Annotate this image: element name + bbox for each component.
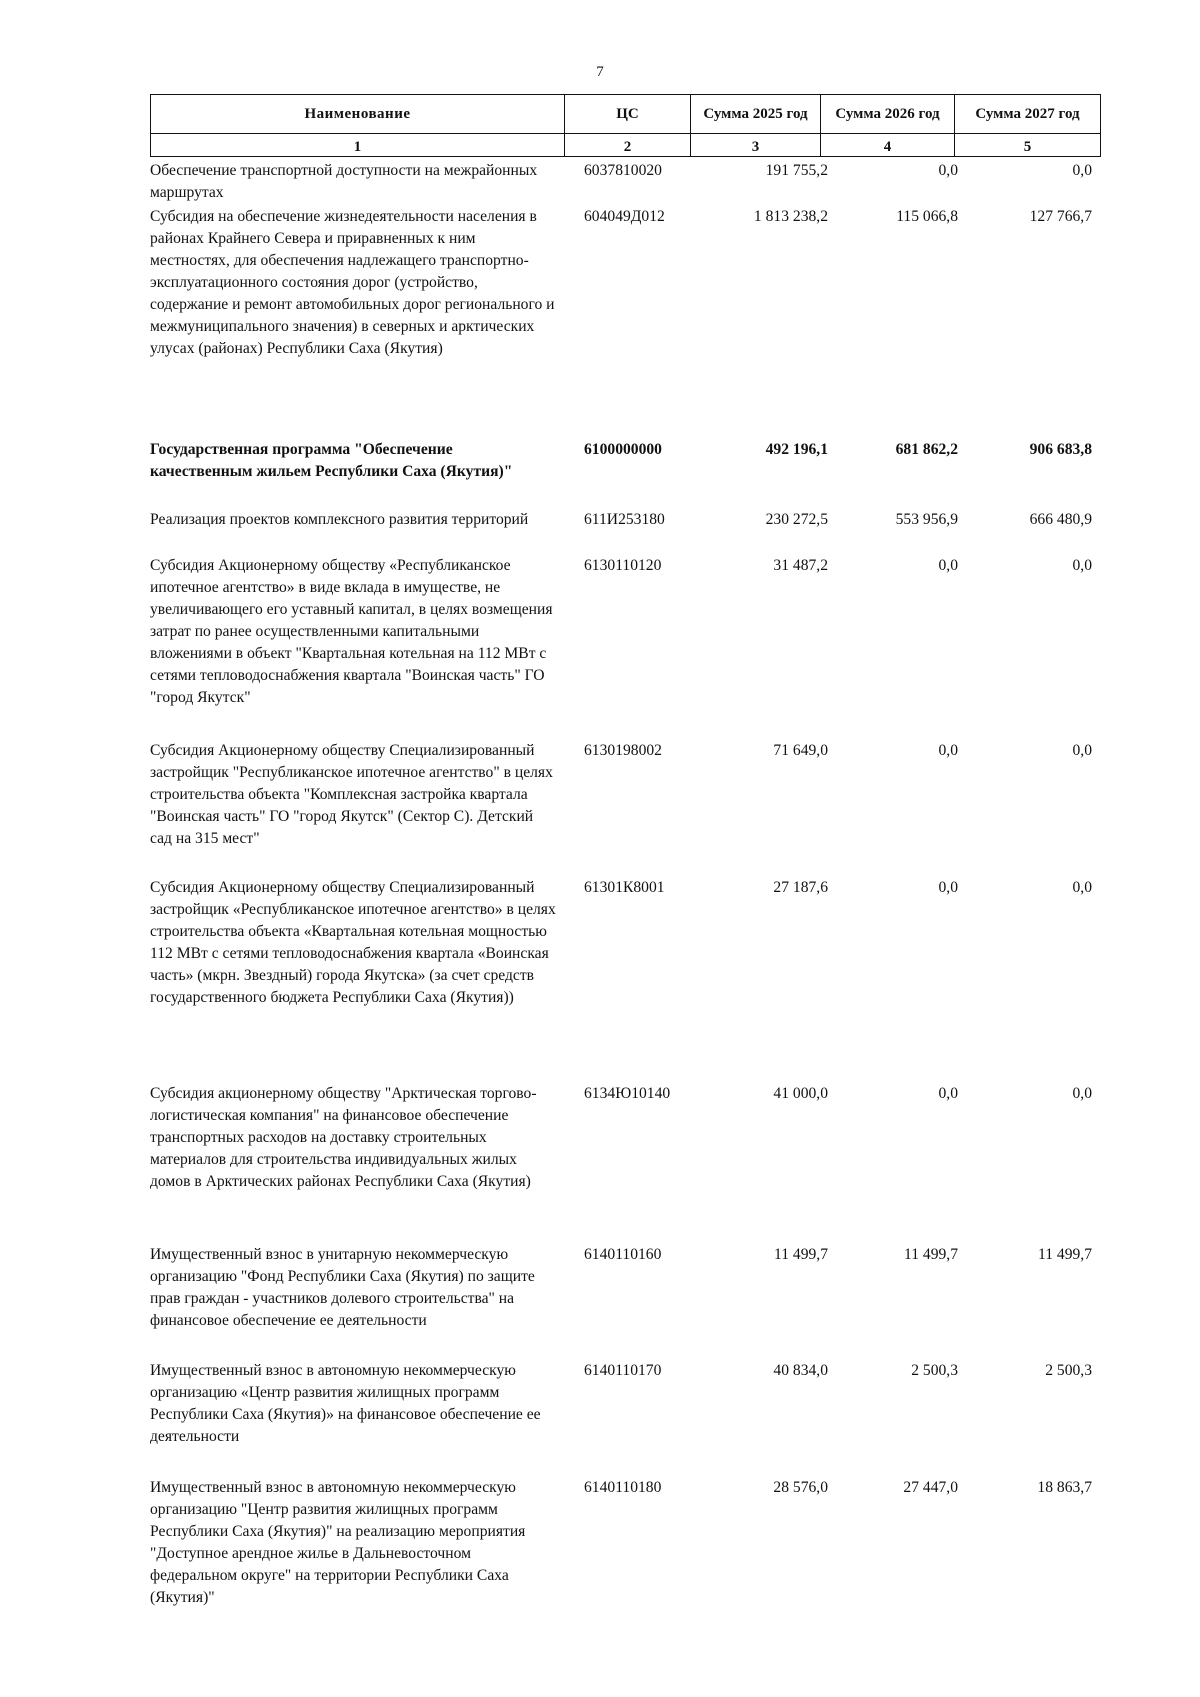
row-value-2027: 18 863,7: [1037, 1479, 1092, 1496]
row-value-2026: 2 500,3: [911, 1362, 958, 1379]
row-value-2025: 492 196,1: [765, 441, 828, 458]
row-value-2026: 681 862,2: [895, 441, 958, 458]
header-name: Наименование: [151, 95, 565, 134]
row-value-2027: 0,0: [1072, 879, 1092, 896]
budget-table: [150, 94, 1100, 1606]
row-name: Субсидия на обеспечение жизнедеятельности населения в районах Крайнего Севера и приравненных к ним местностях, для обеспечения надлежащего транспортно-эксплуатационного состояния дорог (устройство, содержание и ремонт автомобильных дорог регионального и межмуниципального значения) в северных и арктических улусах (районах) Республики Саха (Якутия): [150, 208, 555, 357]
row-name: Субсидия акционерному обществу "Арктическая торгово-логистическая компания" на финансовое обеспечение транспортных расходов на доставку строительных материалов для строительства индивидуальных жилых домов в Арктических районах Республики Саха (Якутия): [150, 1085, 537, 1190]
row-value-2027: 2 500,3: [1045, 1362, 1092, 1379]
row-value-2025: 191 755,2: [765, 162, 828, 179]
page-number: 7: [596, 64, 604, 80]
row-value-2026: 27 447,0: [903, 1479, 958, 1496]
row-name: Субсидия Акционерному обществу Специализированный застройщик «Республиканское ипотечное агентство» в целях строительства объекта «Квартальная котельная мощностью 112 МВт с сетями тепловодоснабжения квартала «Воинская часть» (мкрн. Звездный) города Якутска» (за счет средств государственного бюджета Республики Саха (Якутия)): [150, 879, 556, 1006]
row-code: 6134Ю10140: [584, 1085, 671, 1102]
row-name: Обеспечение транспортной доступности на межрайонных маршрутах: [150, 162, 538, 201]
row-name: Реализация проектов комплексного развития территорий: [150, 511, 529, 528]
row-code: 6140110180: [584, 1479, 662, 1496]
row-value-2025: 27 187,6: [773, 879, 828, 896]
row-value-2027: 0,0: [1072, 742, 1092, 759]
row-value-2025: 71 649,0: [773, 742, 828, 759]
row-value-2025: 28 576,0: [773, 1479, 828, 1496]
row-code: 61301К8001: [584, 879, 665, 896]
row-name: Субсидия Акционерному обществу Специализированный застройщик "Республиканское ипотечное агентство" в целях строительства объекта "Комплексная застройка квартала "Воинская часть" ГО "город Якутск" (Сектор С). Детский сад на 315 мест": [150, 742, 553, 847]
row-code: 6100000000: [584, 441, 662, 458]
row-code: 6130198002: [584, 742, 662, 759]
row-code: 6130110120: [584, 557, 662, 574]
row-value-2027: 0,0: [1072, 1085, 1092, 1102]
header-2026: Сумма 2026 год: [821, 95, 955, 134]
row-value-2025: 11 499,7: [774, 1246, 828, 1263]
row-value-2027: 666 480,9: [1029, 511, 1092, 528]
row-code: 6037810020: [584, 162, 662, 179]
header-num-2: 2: [565, 134, 691, 157]
row-code: 6140110170: [584, 1362, 662, 1379]
row-code: 604049Д012: [584, 208, 665, 225]
header-num-1: 1: [151, 134, 565, 157]
row-name: Государственная программа "Обеспечение качественным жильем Республики Саха (Якутия)": [150, 441, 513, 480]
header-num-5: 5: [955, 134, 1101, 157]
row-value-2027: 0,0: [1072, 162, 1092, 179]
row-code: 6140110160: [584, 1246, 662, 1263]
row-name: Субсидия Акционерному обществу «Республиканское ипотечное агентство» в виде вклада в имуществе, не увеличивающего его уставный капитал, в целях возмещения затрат по ранее осуществленными капитальными вложениями в объект "Квартальная котельная на 112 МВт с сетями тепловодоснабжения квартала "Воинская часть" ГО "город Якутск": [150, 557, 553, 706]
header-num-4: 4: [821, 134, 955, 157]
row-value-2026: 0,0: [938, 742, 958, 759]
row-value-2026: 0,0: [938, 879, 958, 896]
row-value-2026: 0,0: [938, 162, 958, 179]
row-value-2026: 0,0: [938, 1085, 958, 1102]
row-value-2025: 40 834,0: [773, 1362, 828, 1379]
row-value-2026: 11 499,7: [904, 1246, 958, 1263]
row-name: Имущественный взнос в унитарную некоммерческую организацию "Фонд Республики Саха (Якутия) по защите прав граждан - участников долевого строительства" на финансовое обеспечение ее деятельности: [150, 1246, 535, 1329]
row-value-2027: 11 499,7: [1038, 1246, 1092, 1263]
row-name: Имущественный взнос в автономную некоммерческую организацию "Центр развития жилищных программ Республики Саха (Якутия)" на реализацию мероприятия "Доступное арендное жилье в Дальневосточном федеральном округе" на территории Республики Саха (Якутия)": [150, 1479, 526, 1606]
table-header: [150, 94, 1101, 157]
row-value-2025: 230 272,5: [765, 511, 828, 528]
header-code: ЦС: [565, 95, 691, 134]
row-value-2027: 906 683,8: [1029, 441, 1092, 458]
row-value-2027: 0,0: [1072, 557, 1092, 574]
row-value-2027: 127 766,7: [1029, 208, 1092, 225]
row-name: Имущественный взнос в автономную некоммерческую организацию «Центр развития жилищных программ Республики Саха (Якутия)» на финансовое обеспечение ее деятельности: [150, 1362, 541, 1445]
row-code: 611И253180: [584, 511, 665, 528]
header-num-3: 3: [691, 134, 821, 157]
row-value-2025: 1 813 238,2: [753, 208, 828, 225]
row-value-2025: 31 487,2: [773, 557, 828, 574]
row-value-2026: 115 066,8: [896, 208, 958, 225]
header-2025: Сумма 2025 год: [691, 95, 821, 134]
row-value-2026: 0,0: [938, 557, 958, 574]
row-value-2025: 41 000,0: [773, 1085, 828, 1102]
header-2027: Сумма 2027 год: [955, 95, 1101, 134]
row-value-2026: 553 956,9: [895, 511, 958, 528]
